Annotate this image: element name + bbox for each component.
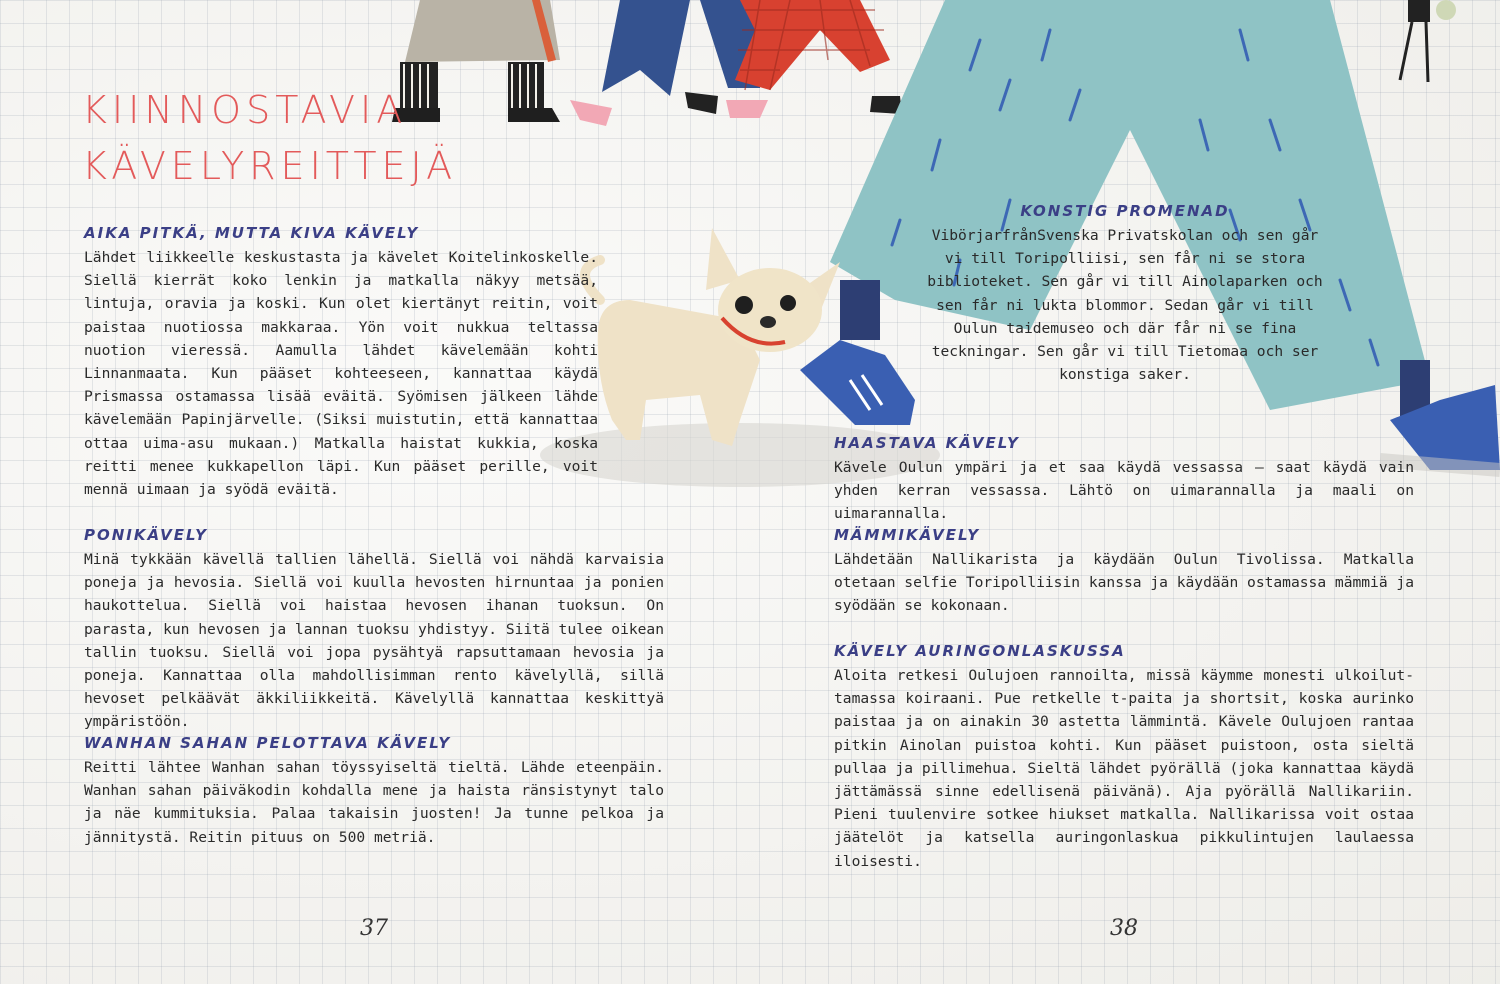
section-konstig-promenad [925, 202, 1325, 386]
chihuahua-dog [585, 228, 840, 446]
section-body: Aloita retkesi Oulujoen rannoilta, missä käymme monesti ulkoiluttamassa koiraani. Pue retkelle t-paita ja shortsit, koska aurinko paistaa ja on ainakin 30 astetta lämmintä. Kävele Oulujoen rantaa pitkin Ainolan puistoa kohti. Kun pääset puistoon, osta sieltä pullaa ja pillimehua. Sieltä lähdet pyörällä (joka kannattaa käydä jättämässä sinne edellisenä päivänä). Aja pyörällä Nallikariin. Pieni tuulenvire sotkee hiukset matkalla. Nallikarissa voit ostaa jäätelöt ja katsella auringonlaskua pikkulintujen laulaessa iloisesti. [834, 667, 1414, 870]
section-heading: MÄMMIKÄVELY [834, 526, 981, 544]
title-line-1: KIINNOSTAVIA [82, 88, 408, 132]
section-long-walk [84, 224, 598, 501]
section-heading: KONSTIG PROMENAD [1020, 202, 1230, 220]
section-body: Lähdetään Nallikarista ja käydään Oulun Tivolissa. Matkalla otetaan selfie Toripolliisin kanssa ja käydään ostamassa mämmiä ja syödään se kokonaan. [834, 551, 1414, 615]
page-number-right: 38 [1110, 916, 1138, 941]
small-figure-top-right [1400, 0, 1456, 82]
section-heading: HAASTAVA KÄVELY [834, 434, 1020, 452]
section-body: Minä tykkään kävellä tallien lähellä. Siellä voi nähdä karvaisia poneja ja hevosia. Siellä voi kuulla hevosten hirnuntaa ja ponien haukottelua. Siellä voi haistaa hevosen ihanan tuoksun. On parasta, kun hevosen ja lannan tuoksu yhdistyy. Siitä tulee oikean tallin tuoksu. Siellä voi jopa pysähtyä rapsuttamaan hevosia ja poneja. Kannattaa olla mahdollisimman rento kävelyllä, sillä hevoset pelkäävät äkkiliikkeitä. Kävelyllä kannattaa keskittyä ympäristöön. [84, 551, 664, 731]
section-body: VibörjarfrånSvenska Privatskolan och sen går vi till Toripolliisi, sen får ni se stora biblioteket. Sen går vi till Ainolaparken och sen får ni lukta blommor. Sedan går vi till Oulun taidemuseo och där får ni se fina teckningar. Sen går vi till Tietomaa och ser konstiga saker. [927, 227, 1323, 384]
section-body: Reitti lähtee Wanhan sahan töyssyiseltä tieltä. Lähde eteenpäin. Wanhan sahan päiväkodin kohdalla mene ja haista ränsistynyt talo ja näe kummituksia. Palaa takaisin juosten! Ja tunne pelkoa ja jännitystä. Reitin pituus on 500 metriä. [84, 759, 664, 846]
section-heading: KÄVELY AURINGONLASKUSSA [834, 642, 1126, 660]
page-number-left: 37 [360, 916, 388, 941]
section-pony-walk [84, 526, 664, 734]
walker-denim [570, 0, 768, 126]
section-heading: WANHAN SAHAN PELOTTAVA KÄVELY [84, 734, 452, 752]
section-body: Kävele Oulun ympäri ja et saa käydä vessassa – saat käydä vain yhden kerran vessassa. Lähtö on uimarannalla ja maali on uimarannalla. [834, 459, 1414, 523]
title-line-2: KÄVELYREITTEJÄ [82, 144, 458, 188]
section-heading: AIKA PITKÄ, MUTTA KIVA KÄVELY [84, 224, 420, 242]
section-challenging-walk [834, 434, 1414, 526]
section-heading: PONIKÄVELY [84, 526, 209, 544]
spread-title [82, 82, 457, 194]
section-mammi-walk [834, 526, 1414, 618]
section-body: Lähdet liikkeelle keskustasta ja kävelet Koitelinkoskelle. Siellä kierrät koko lenkin ja matkalla näkyy metsää, lintuja, oravia ja koski. Kun olet kiertänyt reitin, voit paistaa nuotiossa makkaraa. Yön voit nukkua teltassa nuotion vieressä. Aamulla lähdet kävelemään kohti Linnanmaata. Kun pääset kohteeseen, kannattaa käydä Prismassa ostamassa lisää eväitä. Syömisen jälkeen lähde kävelemään Papinjärvelle. (Siksi muistutin, että kannattaa ottaa uima-asu mukaan.) Matkalla haistat kukkia, koska reitti menee kukkapellon läpi. Kun pääset perille, voit mennä uimaan ja syödä eväitä. [84, 249, 598, 499]
section-sunset-walk [834, 642, 1414, 873]
section-scary-walk [84, 734, 664, 849]
